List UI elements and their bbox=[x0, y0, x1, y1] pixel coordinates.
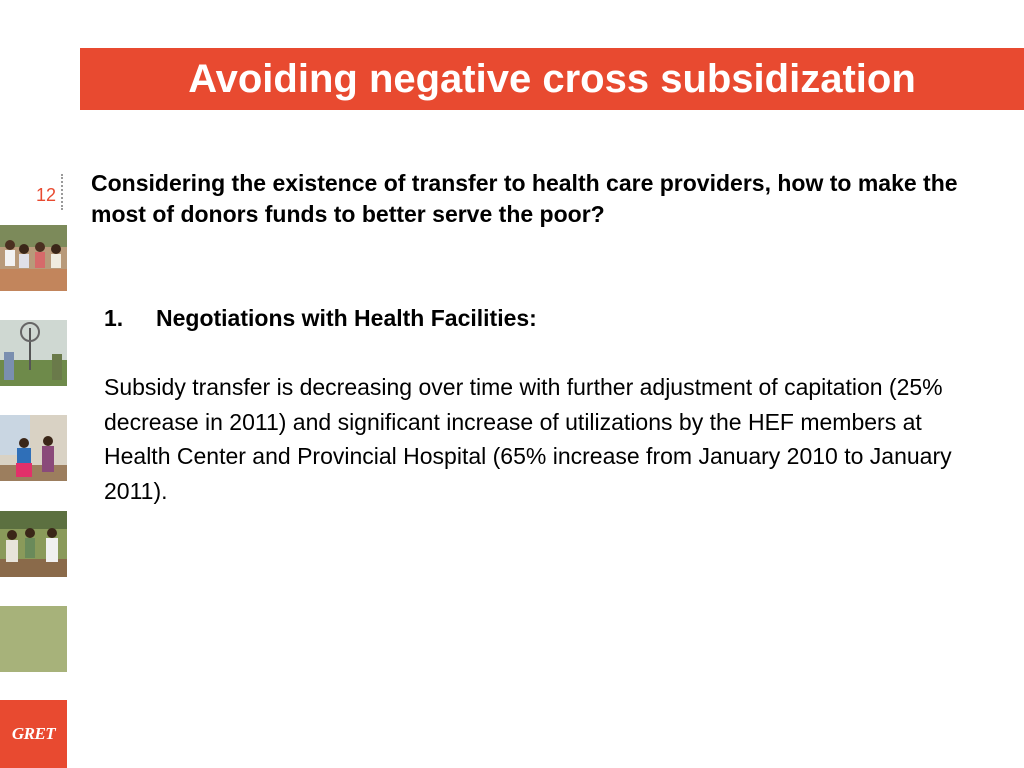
list-number: 1. bbox=[104, 305, 124, 331]
gret-logo-text: GRET bbox=[11, 724, 56, 743]
question-text: Considering the existence of transfer to health care providers, how to make the most of donors funds to better serve the poor? bbox=[91, 170, 958, 227]
photo-thumbnail-village bbox=[0, 415, 67, 481]
title-bar bbox=[80, 48, 1024, 110]
gret-logo bbox=[0, 700, 67, 768]
slide-number: 12 bbox=[35, 185, 56, 205]
photo-thumbnail-windmill bbox=[0, 320, 67, 386]
green-color-block bbox=[0, 606, 67, 672]
photo-thumbnail-meeting bbox=[0, 225, 67, 291]
dotted-divider bbox=[61, 174, 63, 210]
list-heading: Negotiations with Health Facilities: bbox=[156, 305, 537, 331]
photo-thumbnail-field bbox=[0, 511, 67, 577]
body-paragraph: Subsidy transfer is decreasing over time with further adjustment of capitation (25% decrease in 2011) and significant increase of utilizations by the HEF members at Health Center and Provincial Hospital (65% increase from January 2010 to January 2011). bbox=[104, 374, 952, 504]
slide-title: Avoiding negative cross subsidization bbox=[188, 56, 916, 101]
list-item bbox=[104, 305, 537, 332]
